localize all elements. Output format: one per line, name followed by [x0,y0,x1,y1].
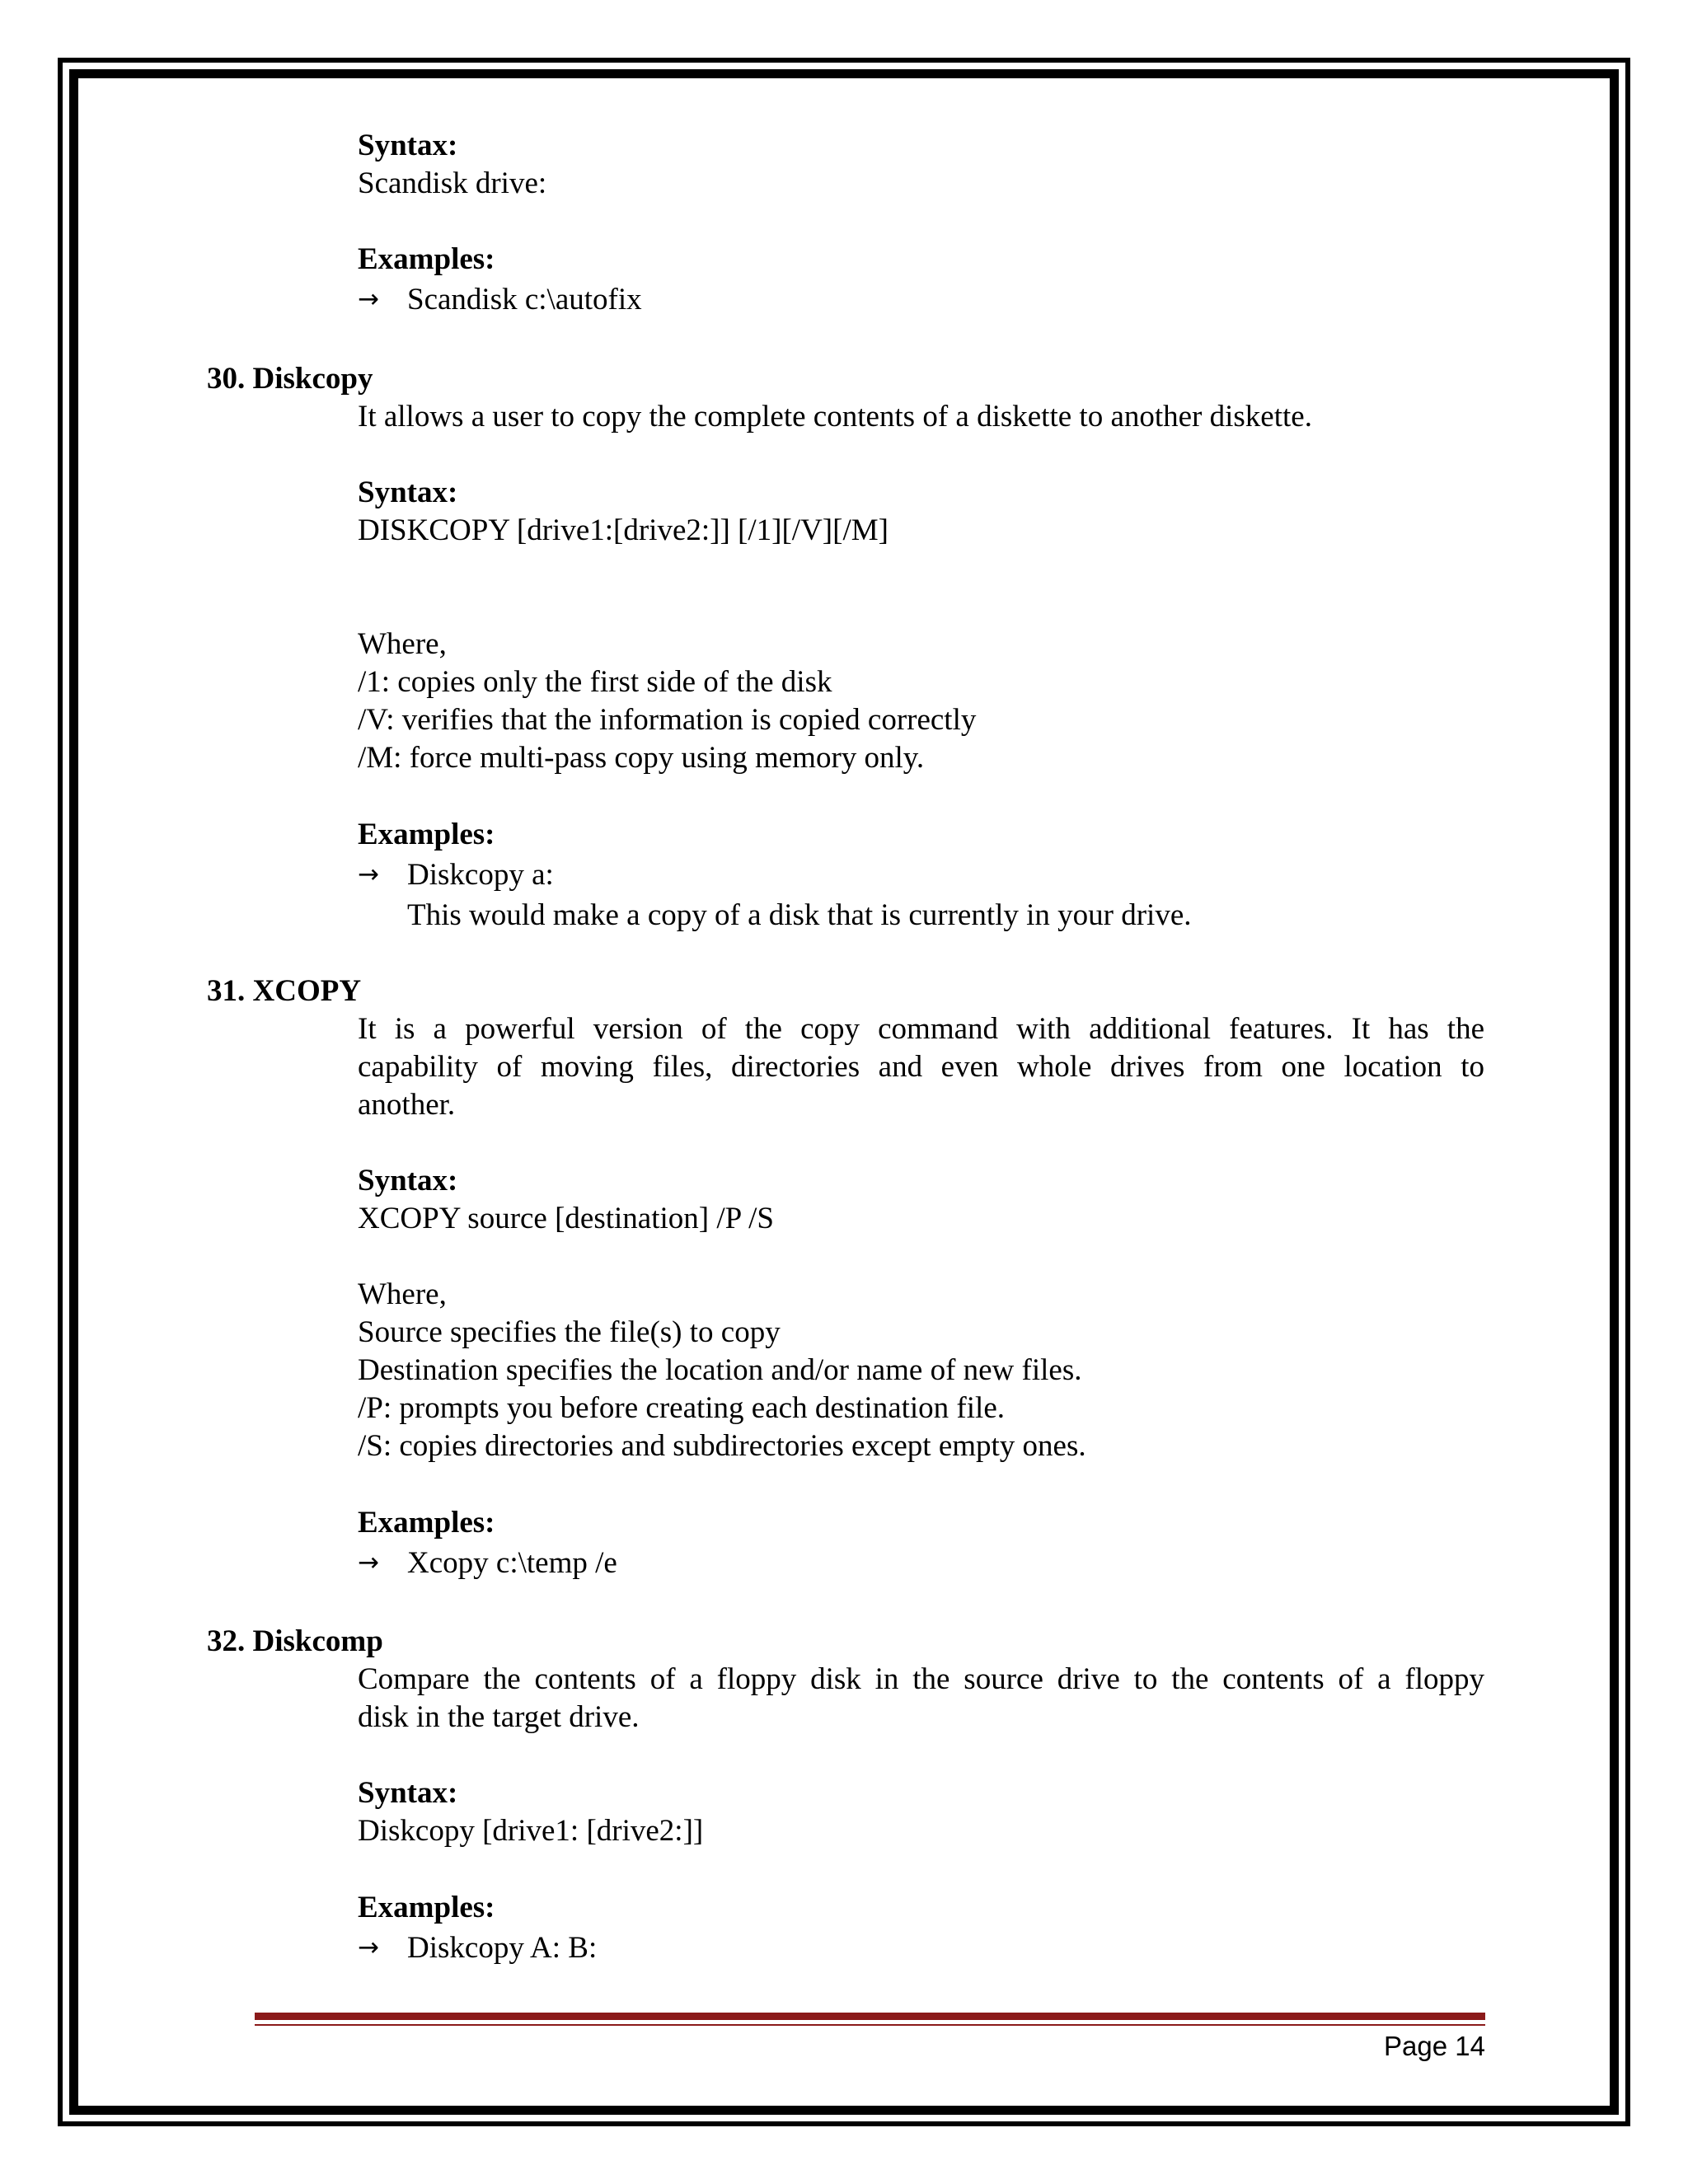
arrow-icon: → [358,860,379,889]
arrow-icon: → [358,1548,379,1577]
diskcopy-example: Diskcopy a: [407,858,554,892]
diskcomp-examples-label: Examples: [358,1891,495,1924]
diskcomp-syntax: Diskcopy [drive1: [drive2:]] [358,1814,704,1848]
arrow-icon: → [358,1933,379,1962]
xcopy-option: Destination specifies the location and/or name of new files. [358,1353,1082,1387]
xcopy-where: Where, [358,1277,447,1311]
xcopy-option: /P: prompts you before creating each destination file. [358,1391,1005,1425]
diskcopy-option: /1: copies only the first side of the disk [358,665,832,699]
diskcopy-syntax: DISKCOPY [drive1:[drive2:]] [/1][/V][/M] [358,513,889,547]
xcopy-description-line: another. [358,1088,456,1122]
page-number: Page 14 [1384,2031,1485,2061]
prev-syntax: Scandisk drive: [358,166,547,200]
diskcomp-syntax-label: Syntax: [358,1776,458,1810]
prev-example: Scandisk c:\autofix [407,283,642,316]
prev-syntax-label: Syntax: [358,129,458,162]
diskcopy-example-note: This would make a copy of a disk that is currently in your drive. [407,898,1192,932]
footer-rule-thick [255,2013,1485,2020]
xcopy-option: Source specifies the file(s) to copy [358,1315,781,1349]
xcopy-description-line: It is a powerful version of the copy command with additional features. It has the [358,1012,1484,1046]
diskcomp-example: Diskcopy A: B: [407,1931,598,1965]
diskcopy-option: /M: force multi-pass copy using memory only. [358,741,925,775]
section-heading-diskcopy: 30. Diskcopy [207,362,373,396]
arrow-icon: → [358,284,379,314]
xcopy-example: Xcopy c:\temp /e [407,1546,617,1580]
xcopy-examples-label: Examples: [358,1506,495,1540]
diskcopy-description: It allows a user to copy the complete contents of a diskette to another diskette. [358,400,1312,434]
section-heading-diskcomp: 32. Diskcomp [207,1624,383,1658]
section-heading-xcopy: 31. XCOPY [207,974,362,1008]
diskcomp-description-line: disk in the target drive. [358,1700,640,1734]
xcopy-description-line: capability of moving files, directories and even whole drives from one location to [358,1050,1484,1084]
xcopy-syntax-label: Syntax: [358,1164,458,1197]
diskcomp-description-line: Compare the contents of a floppy disk in the source drive to the contents of a floppy [358,1662,1484,1696]
diskcopy-option: /V: verifies that the information is copied correctly [358,703,977,737]
footer-rule-thin [255,2024,1485,2026]
xcopy-syntax: XCOPY source [destination] /P /S [358,1202,774,1235]
prev-examples-label: Examples: [358,242,495,276]
diskcopy-examples-label: Examples: [358,818,495,851]
diskcopy-where: Where, [358,627,447,661]
diskcopy-syntax-label: Syntax: [358,476,458,509]
xcopy-option: /S: copies directories and subdirectories except empty ones. [358,1429,1086,1463]
